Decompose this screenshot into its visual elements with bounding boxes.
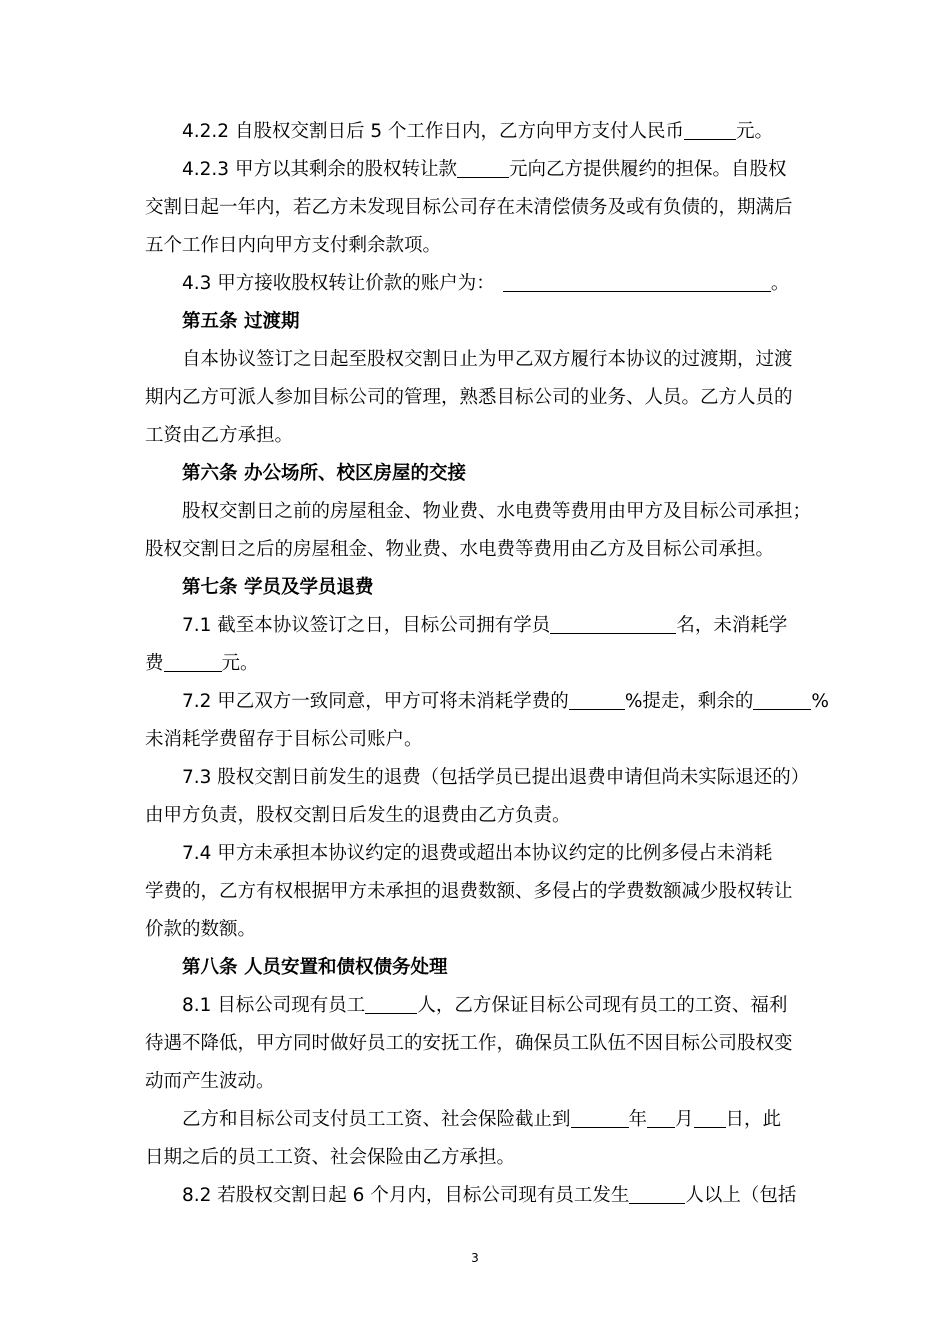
clause-text: 五个工作日内向甲方支付剩余款项。 [145,235,442,256]
clause-7-4 [145,835,807,949]
clause-8-1 [145,987,807,1101]
article-5-body [145,341,807,455]
clause-text: 年 [628,1109,648,1130]
clause-text: 4.2.3 甲方以其剩余的股权转让款 [182,159,457,180]
amount-blank [684,117,736,140]
clause-text: 动而产生波动。 [145,1071,275,1092]
clause-text: 学费的，乙方有权根据甲方未承担的退费数额、多侵占的学费数额减少股权转让 [145,881,793,902]
page-number: 3 [471,1251,479,1265]
clause-text: 元。 [736,121,774,142]
clause-text: 人以上（包括 [685,1185,797,1206]
clause-8-2 [145,1177,807,1215]
employee-count-blank [629,1181,685,1204]
clause-text: 。 [770,273,790,294]
clause-text: 7.1 截至本协议签订之日，目标公司拥有学员 [182,615,551,636]
amount-blank [457,155,509,178]
clause-text: 7.4 甲方未承担本协议约定的退费或超出本协议约定的比例多侵占未消耗 [182,843,773,864]
clause-text: 乙方和目标公司支付员工工资、社会保险截止到 [182,1109,571,1130]
clause-text: 名，未消耗学 [676,615,788,636]
clause-text: 待遇不降低，甲方同时做好员工的安抚工作，确保员工队伍不因目标公司股权变 [145,1033,793,1054]
clause-text: 由甲方负责，股权交割日后发生的退费由乙方负责。 [145,805,571,826]
clause-text: 人，乙方保证目标公司现有员工的工资、福利 [417,995,788,1016]
clause-text: 自本协议签订之日起至股权交割日止为甲乙双方履行本协议的过渡期，过渡 [182,349,793,370]
article-8-heading: 第八条 人员安置和债权债务处理 [182,957,448,978]
clause-text: 日期之后的员工工资、社会保险由乙方承担。 [145,1147,516,1168]
clause-text: 元向乙方提供履约的担保。自股权 [508,159,787,180]
clause-8-1-wages [145,1101,807,1177]
clause-text: 4.3 甲方接收股权转让价款的账户为： [182,273,495,294]
clause-text: 8.2 若股权交割日起 6 个月内，目标公司现有员工发生 [182,1185,630,1206]
percent-blank [753,687,811,710]
clause-text: 费 [145,653,164,674]
clause-text: %提走，剩余的 [624,691,754,712]
clause-text: 7.2 甲乙双方一致同意，甲方可将未消耗学费的 [182,691,569,712]
clause-text: 交割日起一年内，若乙方未发现目标公司存在未清偿债务及或有负债的，期满后 [145,197,793,218]
clause-text: 元。 [221,653,259,674]
article-6-body [145,493,812,569]
employee-count-blank [365,991,417,1014]
tuition-blank [164,649,222,672]
clause-text: 工资由乙方承担。 [145,425,294,446]
month-blank [647,1105,675,1128]
clause-text: 8.1 目标公司现有员工 [182,995,366,1016]
clause-text: 月 [675,1109,694,1130]
clause-text: 7.3 股权交割日前发生的退费（包括学员已提出退费申请但尚未实际退还的） [182,767,810,788]
clause-text: 股权交割日之后的房屋租金、物业费、水电费等费用由乙方及目标公司承担。 [145,539,775,560]
article-6-heading: 第六条 办公场所、校区房屋的交接 [182,463,466,484]
day-blank [694,1105,726,1128]
clause-text: 4.2.2 自股权交割日后 5 个工作日内，乙方向甲方支付人民币 [182,121,684,142]
student-count-blank [550,611,676,634]
clause-4-2-2 [145,113,807,151]
clause-7-2 [145,683,829,759]
clause-text: 期内乙方可派人参加目标公司的管理，熟悉目标公司的业务、人员。乙方人员的 [145,387,793,408]
year-blank [571,1105,629,1128]
clause-text: 日，此 [725,1109,782,1130]
clause-7-3 [145,759,810,835]
clause-text: 价款的数额。 [145,919,257,940]
clause-4-3 [145,265,807,303]
clause-text: 未消耗学费留存于目标公司账户。 [145,729,423,750]
clause-4-2-3 [145,151,807,265]
account-blank [503,269,771,292]
article-5-heading: 第五条 过渡期 [182,311,300,332]
article-7-heading: 第七条 学员及学员退费 [182,577,374,598]
clause-7-1 [145,607,807,683]
clause-text: 股权交割日之前的房屋租金、物业费、水电费等费用由甲方及目标公司承担； [182,501,812,522]
clause-text: % [811,691,829,712]
percent-blank [569,687,625,710]
